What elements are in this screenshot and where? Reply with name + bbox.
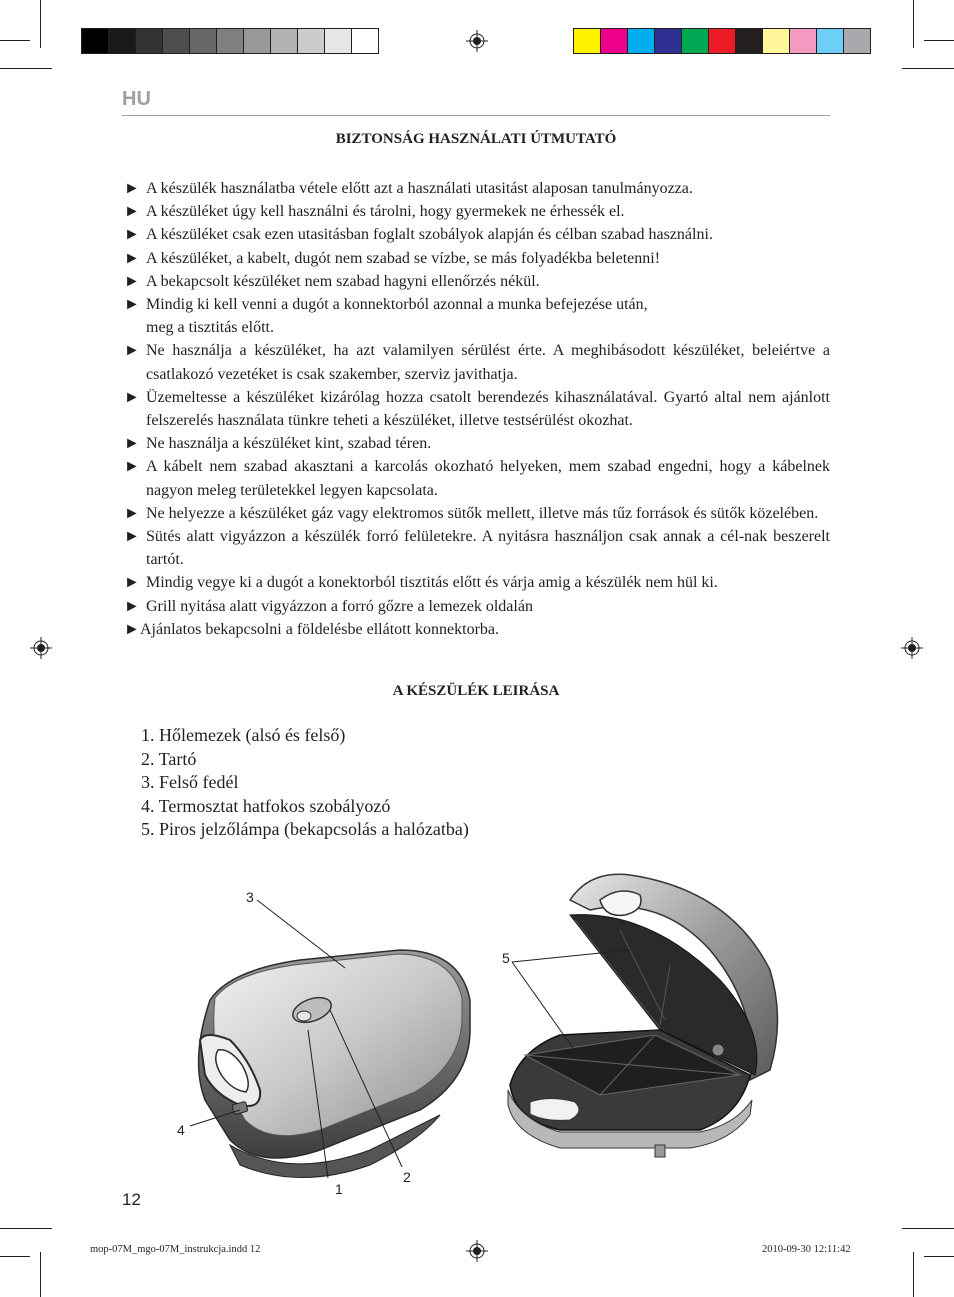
part-item: 1. Hőlemezek (alsó és felső) — [141, 725, 346, 745]
safety-rule-item — [124, 502, 830, 525]
safety-rule-item — [124, 432, 830, 455]
color-swatch — [243, 28, 271, 54]
page-number: 12 — [122, 1190, 141, 1209]
safety-rule-item — [124, 223, 830, 246]
safety-title: BIZTONSÁG HASZNÁLATI ÚTMUTATÓ — [335, 131, 617, 147]
print-timestamp: 2010-09-30 12:11:42 — [762, 1244, 851, 1255]
crop-mark — [40, 1252, 41, 1297]
safety-rule-text: A bekapcsolt készüléket nem szabad hagyni ellenőrzés nékül. — [146, 272, 540, 290]
crop-mark — [924, 1256, 954, 1257]
bullet-arrow-icon: ► — [124, 203, 140, 221]
safety-rule-item — [124, 525, 830, 571]
crop-mark — [0, 40, 30, 41]
bullet-arrow-icon: ► — [124, 620, 140, 638]
safety-rule-text: A készüléket, a kabelt, dugót nem szabad se vízbe, se más folyadékba beletenni! — [146, 249, 661, 267]
callout-number: 5 — [502, 950, 510, 966]
bullet-arrow-icon: ► — [124, 226, 140, 244]
bullet-arrow-icon: ► — [124, 435, 140, 453]
color-swatch — [324, 28, 352, 54]
bullet-arrow-icon: ► — [124, 249, 140, 267]
color-swatch — [162, 28, 190, 54]
language-code: HU — [122, 88, 151, 110]
registration-mark-icon — [466, 1240, 488, 1262]
color-swatch — [351, 28, 379, 54]
color-swatch — [762, 28, 790, 54]
color-swatch — [654, 28, 682, 54]
crop-mark — [902, 68, 954, 69]
header-rule — [122, 115, 830, 116]
crop-mark — [902, 1228, 954, 1229]
color-swatch — [789, 28, 817, 54]
safety-rule-item — [124, 293, 830, 339]
safety-rule-item — [124, 386, 830, 432]
color-swatch — [297, 28, 325, 54]
color-swatch — [135, 28, 163, 54]
bullet-arrow-icon: ► — [124, 574, 140, 592]
safety-rule-text: Mindig ki kell venni a dugót a konnektorból azonnal a munka befejezése után, meg a tisztitás előtt. — [146, 296, 648, 337]
registration-mark-icon — [30, 637, 52, 659]
safety-rule-text: Ne használja a készüléket kint, szabad téren. — [146, 435, 432, 453]
color-swatch — [216, 28, 244, 54]
bullet-arrow-icon: ► — [124, 272, 140, 290]
color-swatch — [108, 28, 136, 54]
safety-rule-text: Üzemeltesse a készüléket kizárólag hozza csatolt berendezés kihasználatával. Gyartó altal nem ajánlott felszerelés használata tünkre teheti a készüléket, illetve testsérülést okozhat. — [146, 388, 830, 430]
part-item: 5. Piros jelzőlámpa (bekapcsolás a halózatba) — [141, 819, 469, 839]
color-swatch — [600, 28, 628, 54]
color-swatch — [81, 28, 109, 54]
bullet-arrow-icon: ► — [124, 504, 140, 522]
callout-number: 2 — [403, 1169, 411, 1185]
safety-rule-item — [124, 339, 830, 385]
safety-rules-list — [124, 177, 830, 641]
crop-mark — [913, 1252, 914, 1297]
file-slug: mop-07M_mgo-07M_instrukcja.indd 12 — [90, 1244, 261, 1255]
color-swatch — [573, 28, 601, 54]
color-swatch — [681, 28, 709, 54]
bullet-arrow-icon: ► — [124, 180, 140, 197]
safety-rule-text: A készüléket úgy kell használni és tárolni, hogy gyermekek ne érhessék el. — [146, 203, 625, 221]
color-swatch — [270, 28, 298, 54]
safety-rule-text: Ajánlatos bekapcsolni a földelésbe ellátott konnektorba. — [140, 620, 499, 638]
bullet-arrow-icon: ► — [124, 388, 140, 406]
parts-list — [141, 724, 469, 842]
crop-mark — [40, 0, 41, 48]
safety-rule-text: A készülék használatba vétele előtt azt a használati utasitást alaposan tanulmányozza. — [146, 180, 693, 197]
bullet-arrow-icon: ► — [124, 296, 140, 314]
color-swatch — [735, 28, 763, 54]
safety-rule-item — [124, 200, 830, 223]
bullet-arrow-icon: ► — [124, 528, 140, 546]
safety-rule-item — [124, 618, 830, 641]
part-item: 4. Termosztat hatfokos szobályozó — [141, 795, 391, 816]
part-item: 2. Tartó — [141, 748, 197, 769]
safety-rule-text: Mindig vegye ki a dugót a konektorból tisztitás előtt és várja amig a készülék nem hül ki. — [146, 574, 718, 592]
color-swatch — [708, 28, 736, 54]
color-swatch — [816, 28, 844, 54]
safety-rule-text: Ne helyezze a készüléket gáz vagy elektromos sütők mellett, illetve más tűz források és sütők közelében. — [146, 504, 819, 522]
safety-rule-item — [124, 571, 830, 594]
safety-rule-text: Ne használja a készüléket, ha azt valamilyen sérülést érte. A meghibásodott készüléket, beleiértve a csatlakozó vezetéket is csak szakember, szerviz javithatja. — [146, 342, 830, 383]
description-title: A KÉSZÜLÉK LEIRÁSA — [392, 683, 560, 699]
bullet-arrow-icon: ► — [124, 597, 140, 615]
safety-rule-text: Grill nyitása alatt vigyázzon a forró gőzre a lemezek oldalán — [146, 597, 533, 615]
crop-mark — [924, 40, 954, 41]
safety-rule-item — [124, 270, 830, 293]
safety-rule-text: Sütés alatt vigyázzon a készülék forró felületekre. A nyitásra használjon csak annak a cél-nak beszerelt tartót. — [146, 528, 830, 569]
safety-rule-text: A kábelt nem szabad akasztani a karcolás okozható helyeken, mem szabad engedni, hogy a kábelnek nagyon meleg területekkel legyen kapcsolata. — [146, 458, 830, 499]
safety-rule-item — [124, 177, 830, 200]
color-swatch — [627, 28, 655, 54]
color-swatch — [189, 28, 217, 54]
safety-rule-text: A készüléket csak ezen utasitásban foglalt szobályok alapján és célban szabad használni. — [146, 226, 713, 244]
crop-mark — [0, 1228, 52, 1229]
part-item: 3. Felső fedél — [141, 772, 239, 792]
bullet-arrow-icon: ► — [124, 458, 140, 476]
callout-number: 1 — [335, 1181, 343, 1197]
safety-rule-item — [124, 595, 830, 618]
safety-rule-item — [124, 455, 830, 501]
crop-mark — [0, 68, 52, 69]
callout-number: 4 — [177, 1122, 185, 1138]
color-swatch — [843, 28, 871, 54]
callout-number: 3 — [246, 889, 254, 905]
crop-mark — [0, 1256, 30, 1257]
crop-mark — [913, 0, 914, 48]
safety-rule-item — [124, 247, 830, 270]
sandwich-maker-closed-illustration — [170, 880, 490, 1200]
bullet-arrow-icon: ► — [124, 342, 140, 360]
sandwich-maker-open-illustration — [500, 870, 800, 1160]
registration-mark-icon — [466, 30, 488, 52]
registration-mark-icon — [901, 637, 923, 659]
